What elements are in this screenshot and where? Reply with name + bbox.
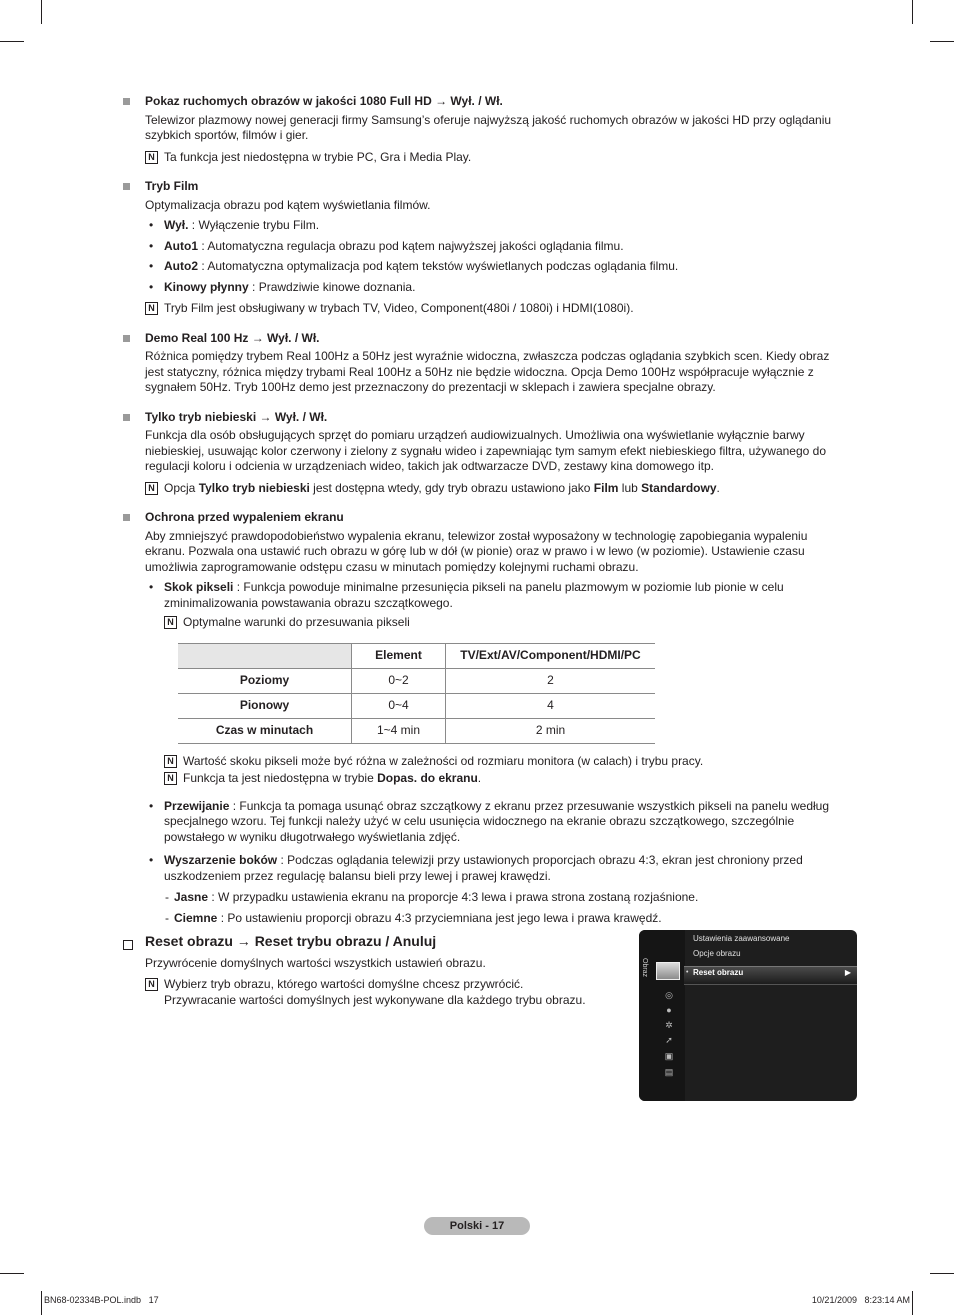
- crop-mark: [0, 1273, 24, 1274]
- note-text: .: [716, 480, 720, 495]
- note-text: Opcja: [164, 480, 199, 495]
- setup-icon: ✲: [665, 1020, 673, 1030]
- crop-mark: [930, 41, 954, 42]
- item-desc: : Funkcja ta pomaga usunąć obraz szczątkowy z ekranu przez przesuwanie wszystkich pikseli na panelu według specjalnego wzoru. Tej funkcji należy użyć w celu usunięcia widocznego na ekranie obrazu szczątkowego, szczególnie powstałego w wyniku długotrwałego wyświetlania zdjęć.: [164, 798, 830, 844]
- item-term: Wyszarzenie boków: [164, 853, 278, 867]
- section-heading: Reset obrazu → Reset trybu obrazu / Anuluj: [145, 933, 437, 949]
- sub-list-item: - Ciemne : Po ustawieniu proporcji obrazu 4:3 przyciemniana jest jego lewa i prawa krawędź.: [165, 910, 662, 925]
- support-icon: ▤: [664, 1067, 674, 1077]
- note-icon: N: [145, 302, 158, 315]
- note-term: Standardowy: [641, 480, 717, 495]
- crop-mark: [912, 1291, 913, 1315]
- note: [145, 977, 615, 1008]
- menu-sidebar: [639, 930, 685, 1101]
- section-title: Tryb Film: [145, 179, 199, 193]
- table-row: [178, 718, 655, 743]
- section-demo-100hz: [123, 331, 848, 396]
- section-title: Demo Real 100 Hz → Wył. / Wł.: [145, 330, 320, 345]
- input-icon: ➚: [665, 1035, 673, 1045]
- table-cell: 4: [446, 693, 656, 718]
- note: [145, 150, 848, 166]
- table-cell: 2: [446, 668, 656, 693]
- note-text: Funkcja ta jest niedostępna w trybie: [183, 771, 378, 785]
- crop-mark: [0, 41, 24, 42]
- section-burn-protection: [123, 510, 848, 926]
- crop-mark: [912, 0, 913, 24]
- list-item: • Wył. : Wyłączenie trybu Film.: [149, 218, 320, 232]
- table-cell: 1~4 min: [352, 718, 446, 743]
- table-header: Element: [352, 643, 446, 668]
- item-term: Kinowy płynny: [164, 279, 249, 294]
- note-text: Przywracanie wartości domyślnych jest wykonywane dla każdego trybu obrazu.: [164, 992, 586, 1007]
- table-cell: 0~2: [352, 668, 446, 693]
- list-item: • Wyszarzenie boków : Podczas oglądania telewizji przy ustawionych proporcjach obrazu 4:3, ekran jest chroniony przed uszkodzeniem przez regulację balansu bieli przy lewej i prawej krawędzi.: [149, 853, 803, 883]
- item-desc: : Automatyczna regulacja obrazu pod kątem najwyższej jakości oglądania filmu.: [198, 238, 624, 253]
- table-cell: 0~4: [352, 693, 446, 718]
- row-label: Pionowy: [178, 693, 352, 718]
- sound-icon: ◎: [665, 990, 673, 1000]
- picture-icon: [656, 962, 680, 980]
- item-desc: : Podczas oglądania telewizji przy ustawionych proporcjach obrazu 4:3, ekran jest chroniony przed uszkodzeniem przez regulację balansu bieli przy lewej i prawej krawędzi.: [164, 853, 803, 883]
- section-title: Ochrona przed wypaleniem ekranu: [145, 510, 344, 524]
- table-row: [178, 668, 655, 693]
- note-text: Wybierz tryb obrazu, którego wartości domyślne chcesz przywrócić.: [164, 977, 524, 991]
- sub-list-item: - Jasne : W przypadku ustawienia ekranu na proporcje 4:3 lewa i prawa strona zostaną rozjaśnione.: [165, 890, 699, 904]
- table-cell: 2 min: [446, 718, 656, 743]
- print-timestamp: 10/21/2009 8:23:14 AM: [811, 1295, 910, 1305]
- section-blue-only: [123, 410, 848, 497]
- note-term: Film: [593, 480, 619, 495]
- item-term: Ciemne: [174, 910, 218, 925]
- section-title: Pokaz ruchomych obrazów w jakości 1080 Full HD → Wył. / Wł.: [145, 94, 503, 108]
- application-icon: ▣: [664, 1051, 674, 1061]
- note-term: Tylko tryb niebieski: [198, 480, 310, 495]
- note-icon: N: [145, 151, 158, 164]
- section-title: Tylko tryb niebieski → Wył. / Wł.: [145, 409, 328, 424]
- table-header-row: [178, 643, 655, 668]
- note-term: Dopas. do ekranu: [377, 771, 478, 785]
- row-label: Poziomy: [178, 668, 352, 693]
- note-text: Tryb Film jest obsługiwany w trybach TV, Video, Component(480i / 1080i) i HDMI(1080i).: [164, 301, 634, 315]
- section-text: Przywrócenie domyślnych wartości wszystkich ustawień obrazu.: [145, 955, 486, 970]
- table-header: TV/Ext/AV/Component/HDMI/PC: [446, 643, 656, 668]
- section-text: Różnica pomiędzy trybem Real 100Hz a 50Hz jest wyraźnie widoczna, zwłaszcza podczas oglądania szybkich scen. Kiedy obraz jest statyczny, różnica między trybami Real 100Hz a 50Hz nie będzie widoczna. Opcja Demo 100Hz współpracuje wyłącznie z sygnałem 50Hz. Tryb 100Hz demo jest przeznaczony do prezentacji w sklepach i zawiera specjalne obrazy.: [145, 349, 830, 394]
- note-icon: N: [164, 755, 177, 768]
- square-bullet-icon: [123, 98, 130, 105]
- section-1080-motion: [123, 94, 848, 165]
- item-desc: : W przypadku ustawienia ekranu na proporcje 4:3 lewa i prawa strona zostaną rozjaśnione.: [208, 890, 699, 904]
- square-bullet-icon: [123, 514, 130, 521]
- item-desc: : Funkcja powoduje minimalne przesunięcia pikseli na panelu plazmowym w poziomie lub pionie w celu zminimalizowania powstawania obrazu szczątkowego.: [164, 580, 784, 610]
- list-item: • Kinowy płynny : Prawdziwie kinowe doznania.: [149, 279, 416, 294]
- table-header: [178, 643, 352, 668]
- crop-mark: [930, 1273, 954, 1274]
- item-term: Skok pikseli: [164, 580, 234, 594]
- menu-item[interactable]: Opcje obrazu: [693, 949, 741, 958]
- note-text: .: [477, 771, 482, 785]
- section-text: Funkcja dla osób obsługujących sprzęt do pomiaru urządzeń audiowizualnych. Umożliwia ona wyświetlanie wyłącznie barwy niebieskiej, usuwając kolor czerwony i zielony z sygnału wideo i zapewniając tym samym efekt niebieskiego filtra, używanego do regulacji koloru i odcienia w urządzeniach wideo, takich jak odtwarzacze DVD, zestawy kina domowego itp.: [145, 428, 826, 473]
- list-item: • Auto1 : Automatyczna regulacja obrazu pod kątem najwyższej jakości oglądania filmu.: [149, 238, 624, 253]
- item-desc: : Prawdziwie kinowe doznania.: [248, 279, 416, 294]
- item-term: Wył.: [164, 218, 189, 232]
- arrow-right-icon: ▶: [844, 968, 851, 977]
- item-desc: : Automatyczna optymalizacja pod kątem tekstów wyświetlanych podczas oglądania filmu.: [198, 259, 679, 273]
- note: [164, 615, 848, 631]
- list-item: • Auto2 : Automatyczna optymalizacja pod kątem tekstów wyświetlanych podczas oglądania filmu.: [149, 259, 679, 273]
- menu-category-label: Obraz: [641, 958, 648, 978]
- square-bullet-icon: [123, 335, 130, 342]
- menu-item[interactable]: Ustawienia zaawansowane: [693, 934, 790, 943]
- section-text: Telewizor plazmowy nowej generacji firmy Samsung’s oferuje najwyższą jakość ruchomych obrazów w jakości HD przy oglądaniu szybkich sportów, filmów i gier.: [145, 112, 832, 142]
- square-bullet-icon: [123, 414, 130, 421]
- page-number: Polski - 17: [424, 1217, 530, 1235]
- note-icon: N: [164, 772, 177, 785]
- item-desc: : Po ustawieniu proporcji obrazu 4:3 przyciemniana jest jego lewa i prawa krawędź.: [217, 910, 662, 925]
- pixel-shift-table: [178, 643, 655, 744]
- file-name: BN68-02334B-POL.indb 17: [44, 1295, 159, 1305]
- note-text: Optymalne warunki do przesuwania pikseli: [183, 615, 410, 629]
- note-icon: N: [145, 978, 158, 991]
- note-icon: N: [164, 616, 177, 629]
- channel-icon: ●: [666, 1005, 672, 1015]
- tv-menu-screenshot: [639, 930, 857, 1101]
- crop-mark: [41, 1291, 42, 1315]
- menu-item-selected[interactable]: Reset obrazu: [693, 968, 744, 977]
- square-bullet-icon: [123, 183, 130, 190]
- item-term: Auto1: [164, 238, 198, 253]
- section-text: Aby zmniejszyć prawdopodobieństwo wypalenia ekranu, telewizor został wyposażony w technologię zapobiegania wypaleniu ekranu. Pozwala ona ustawić ruch obrazu w górę lub w dół (w pionie) oraz w prawo i w lewo (w poziomie). Ustawienie czasu umożliwia zaprogramowanie odstępu czasu w minutach pomiędzy kolejnymi ruchami obrazu.: [145, 528, 808, 574]
- note: [164, 754, 848, 770]
- note: [164, 771, 848, 787]
- item-term: Jasne: [174, 890, 209, 904]
- manual-content: [123, 94, 848, 1022]
- note-text: lub: [618, 480, 642, 495]
- selection-dot-icon: •: [686, 969, 689, 976]
- item-desc: : Wyłączenie trybu Film.: [188, 218, 320, 232]
- crop-mark: [41, 0, 42, 24]
- section-reset-picture: [123, 934, 615, 1008]
- item-term: Przewijanie: [164, 798, 230, 813]
- table-row: [178, 693, 655, 718]
- list-item: • Skok pikseli : Funkcja powoduje minimalne przesunięcia pikseli na panelu plazmowym w poziomie lub pionie w celu zminimalizowania powstawania obrazu szczątkowego. N Optymalne warunki do przesuwania pikseli Element TV/Ext/AV/Component/HDMI/PC Poziomy 0~2 2 Pionowy 0~4 4 Czas w minutach 1~4 min 2 min N Wartość skoku pikseli może być różna w zależności od rozmiaru monitora (w calach) i trybu pracy. N Funkcja ta jest niedostępna w trybie Dopas. do ekranu.: [145, 580, 848, 787]
- section-text: Optymalizacja obrazu pod kątem wyświetlania filmów.: [145, 197, 431, 212]
- note-icon: N: [145, 482, 158, 495]
- item-term: Auto2: [164, 259, 198, 273]
- section-film-mode: [123, 179, 848, 317]
- note: [145, 481, 848, 497]
- note-text: Ta funkcja jest niedostępna w trybie PC, Gra i Media Play.: [164, 149, 472, 164]
- note-text: Wartość skoku pikseli może być różna w zależności od rozmiaru monitora (w calach) i trybu pracy.: [183, 753, 704, 768]
- list-item: • Przewijanie : Funkcja ta pomaga usunąć obraz szczątkowy z ekranu przez przesuwanie wszystkich pikseli na panelu według specjalnego wzoru. Tej funkcji należy użyć w celu usunięcia widocznego na ekranie obrazu szczątkowego, szczególnie powstałego w wyniku długotrwałego wyświetlania zdjęć.: [149, 798, 830, 844]
- row-label: Czas w minutach: [178, 718, 352, 743]
- note: [145, 301, 848, 317]
- note-text: jest dostępna wtedy, gdy tryb obrazu ustawiono jako: [309, 480, 594, 495]
- checkbox-square-icon: [123, 940, 133, 950]
